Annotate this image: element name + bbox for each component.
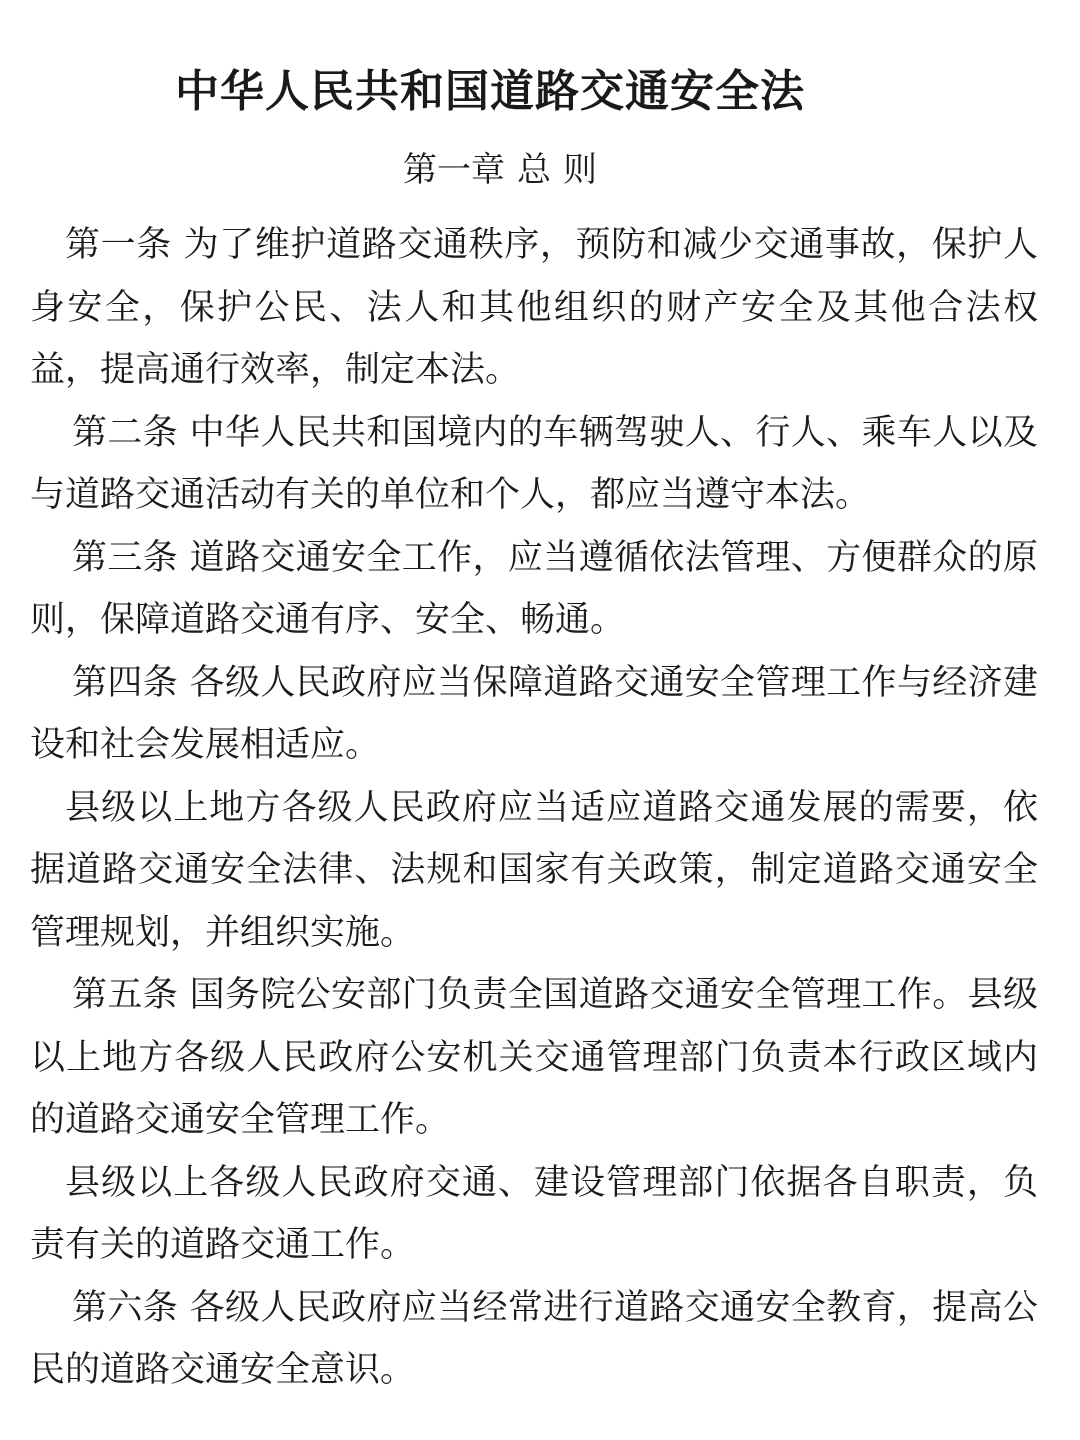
- article-paragraph: [30, 964, 1038, 1152]
- article-label: 第一条: [65, 225, 172, 265]
- article-label: 第五条: [72, 975, 179, 1015]
- document-body: [30, 214, 1038, 1402]
- article-paragraph: [30, 1277, 1038, 1402]
- article-label: 第六条: [72, 1287, 179, 1328]
- chapter-heading: [0, 140, 1000, 200]
- article-text: 中华人民共和国境内的车辆驾驶人、行人、乘车人以及与道路交通活动有关的单位和个人，都应当遵守本法。: [30, 412, 1038, 515]
- article-paragraph: [30, 402, 1038, 527]
- article-paragraph: [30, 527, 1038, 652]
- article-text: 国务院公安部门负责全国道路交通安全管理工作。县级以上地方各级人民政府公安机关交通管理部门负责本行政区域内的道路交通安全管理工作。: [30, 975, 1038, 1140]
- chapter-name-part-1: 总: [517, 150, 551, 190]
- article-text: 各级人民政府应当保障道路交通安全管理工作与经济建设和社会发展相适应。: [30, 662, 1038, 765]
- article-text: 县级以上地方各级人民政府应当适应道路交通发展的需要，依据道路交通安全法律、法规和国家有关政策，制定道路交通安全管理规划，并组织实施。: [30, 787, 1038, 953]
- article-label: 第三条: [72, 537, 179, 578]
- article-continuation-paragraph: [30, 777, 1038, 965]
- article-continuation-paragraph: [30, 1152, 1038, 1277]
- article-text: 县级以上各级人民政府交通、建设管理部门依据各自职责，负责有关的道路交通工作。: [30, 1162, 1038, 1265]
- article-text: 各级人民政府应当经常进行道路交通安全教育，提高公民的道路交通安全意识。: [30, 1287, 1038, 1390]
- article-label: 第四条: [72, 662, 179, 703]
- article-text: 道路交通安全工作，应当遵循依法管理、方便群众的原则，保障道路交通有序、安全、畅通。: [30, 537, 1038, 640]
- article-text: 为了维护道路交通秩序，预防和减少交通事故，保护人身安全，保护公民、法人和其他组织的财产安全及其他合法权益，提高通行效率，制定本法。: [30, 225, 1038, 390]
- article-paragraph: [30, 652, 1038, 777]
- article-paragraph: [30, 214, 1038, 402]
- chapter-name-part-2: 则: [563, 150, 597, 190]
- chapter-number: 第一章: [403, 150, 505, 190]
- document-title: 中华人民共和国道路交通安全法: [175, 66, 805, 117]
- article-label: 第二条: [72, 412, 179, 453]
